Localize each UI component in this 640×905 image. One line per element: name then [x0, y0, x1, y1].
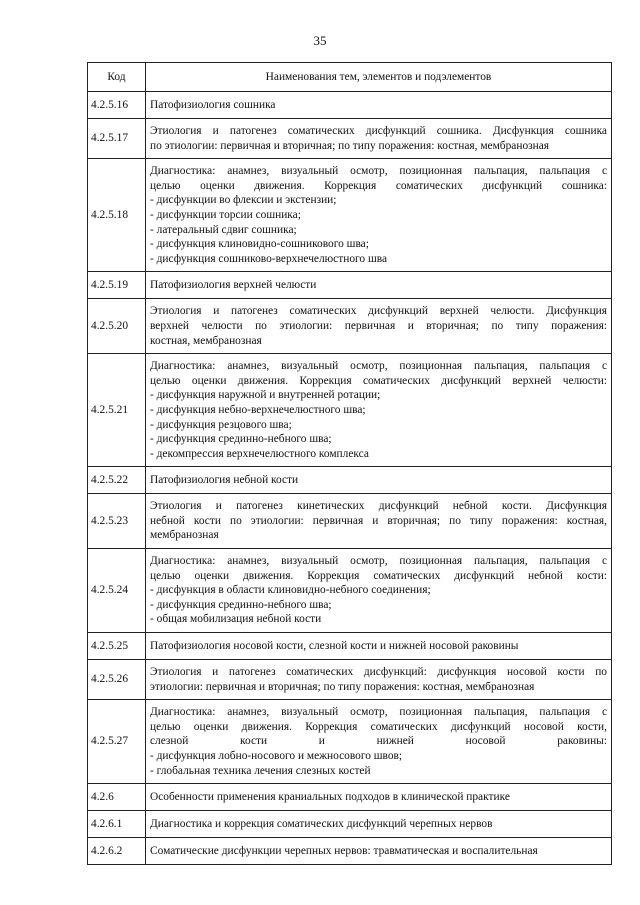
row-description: [146, 354, 612, 467]
row-code: 4.2.5.26: [88, 660, 146, 700]
list-item: - дисфункция резцового шва;: [150, 418, 292, 431]
text-line: целью оценки движения. Коррекция соматических дисфункций сошника:: [150, 179, 607, 192]
list-item: - дисфункция в области клиновидно-небного соединения;: [150, 584, 431, 597]
row-code: 4.2.5.25: [88, 633, 146, 660]
list-item: - дисфункция наружной и внутренней ротации;: [150, 389, 381, 402]
text-line: Этиология и патогенез кинетических дисфункций небной кости. Дисфункция: [150, 500, 607, 513]
text-line: Диагностика: анамнез, визуальный осмотр, позиционная пальпация, пальпация с: [150, 360, 607, 373]
table-row: [88, 467, 612, 494]
table-row: [88, 700, 612, 784]
text-line: целью оценки движения. Коррекция соматических дисфункций носовой кости,: [150, 720, 607, 733]
list-item: - дисфункция срединно-небного шва;: [150, 598, 332, 611]
row-description: [146, 272, 612, 299]
row-description: [146, 784, 612, 811]
text-line: Диагностика: анамнез, визуальный осмотр, позиционная пальпация, пальпация с: [150, 555, 607, 568]
text-line: целью оценки движения. Коррекция соматических дисфункций верхней челюсти:: [150, 374, 607, 387]
table-row: [88, 784, 612, 811]
text-line: костная, мембранозная: [150, 334, 262, 347]
row-code: 4.2.5.24: [88, 549, 146, 633]
page-number: 35: [313, 33, 327, 48]
row-code: 4.2.5.27: [88, 700, 146, 784]
text-line: Этиология и патогенез соматических дисфункций: дисфункция носовой кости по: [150, 666, 607, 679]
list-item: - дисфункция сошниково-верхнечелюстного шва: [150, 252, 387, 265]
text-line: небной кости по этиологии: первичная и вторичная; по типу поражения: костная,: [150, 514, 607, 527]
text-line: верхней челюсти по этиологии: первичная и вторичная; по типу поражения:: [150, 319, 607, 332]
list-item: - общая мобилизация небной кости: [150, 613, 322, 626]
row-description: [146, 299, 612, 354]
list-item: - дисфункция срединно-небного шва;: [150, 433, 332, 446]
list-item: - глобальная техника лечения слезных костей: [150, 764, 371, 777]
table-row: [88, 549, 612, 633]
text-line: Патофизиология носовой кости, слезной кости и нижней носовой раковины: [150, 639, 519, 652]
table-row: [88, 660, 612, 700]
text-line: Патофизиология верхней челюсти: [150, 279, 317, 292]
row-description: [146, 159, 612, 272]
row-description: [146, 811, 612, 838]
row-code: 4.2.5.18: [88, 159, 146, 272]
text-line: Соматические дисфункции черепных нервов: травматическая и воспалительная: [150, 844, 538, 857]
list-item: - декомпрессия верхнечелюстного комплекса: [150, 447, 369, 460]
row-description: [146, 494, 612, 549]
text-line: Диагностика: анамнез, визуальный осмотр, позиционная пальпация, пальпация с: [150, 165, 607, 178]
text-line: Диагностика и коррекция соматических дисфункций черепных нервов: [150, 817, 493, 830]
curriculum-table: [87, 62, 612, 865]
row-description: [146, 119, 612, 159]
row-code: 4.2.5.16: [88, 92, 146, 119]
list-item: - дисфункция лобно-носового и межносового швов;: [150, 750, 403, 762]
row-description: [146, 467, 612, 494]
table-row: [88, 299, 612, 354]
text-line: слезной кости и нижней носовой раковины:: [150, 735, 607, 748]
text-line: Патофизиология небной кости: [150, 473, 299, 486]
row-code: 4.2.5.20: [88, 299, 146, 354]
row-code: 4.2.5.19: [88, 272, 146, 299]
text-line: Особенности применения краниальных подходов в клинической практике: [150, 790, 510, 803]
table-row: [88, 159, 612, 272]
text-line: Этиология и патогенез соматических дисфункций верхней челюсти. Дисфункция: [150, 305, 607, 318]
table-row: [88, 838, 612, 865]
table-header-row: [88, 63, 612, 92]
list-item: - дисфункция клиновидно-сошникового шва;: [150, 238, 369, 251]
row-code: 4.2.6: [88, 784, 146, 811]
row-description: [146, 92, 612, 119]
text-line: целью оценки движения. Коррекция соматических дисфункций небной кости:: [150, 569, 607, 582]
table-row: [88, 494, 612, 549]
row-description: [146, 549, 612, 633]
list-item: - дисфункции во флексии и экстензии;: [150, 194, 337, 207]
row-description: [146, 633, 612, 660]
row-description: [146, 660, 612, 700]
table-row: [88, 119, 612, 159]
column-header-code: Код: [88, 63, 146, 92]
table-row: [88, 633, 612, 660]
table-row: [88, 354, 612, 467]
list-item: - латеральный сдвиг сошника;: [150, 223, 297, 236]
row-code: 4.2.5.23: [88, 494, 146, 549]
row-code: 4.2.6.1: [88, 811, 146, 838]
column-header-name: Наименования тем, элементов и подэлементов: [146, 63, 612, 92]
row-description: [146, 838, 612, 865]
text-line: этиологии: первичная и вторичная; по типу поражения: костная, мембранозная: [150, 680, 535, 693]
row-code: 4.2.5.21: [88, 354, 146, 467]
row-code: 4.2.6.2: [88, 838, 146, 865]
row-code: 4.2.5.17: [88, 119, 146, 159]
table-body: [88, 92, 612, 865]
list-item: - дисфункция небно-верхнечелюстного шва;: [150, 403, 366, 416]
text-line: мембранозная: [150, 529, 219, 542]
table-row: [88, 92, 612, 119]
row-description: [146, 700, 612, 784]
list-item: - дисфункции торсии сошника;: [150, 208, 301, 221]
table-row: [88, 811, 612, 838]
table-row: [88, 272, 612, 299]
text-line: Патофизиология сошника: [150, 98, 276, 111]
text-line: по этиологии: первичная и вторичная; по типу поражения: костная, мембранозная: [150, 139, 550, 152]
text-line: Диагностика: анамнез, визуальный осмотр, позиционная пальпация, пальпация с: [150, 706, 607, 719]
row-code: 4.2.5.22: [88, 467, 146, 494]
text-line: Этиология и патогенез соматических дисфункций сошника. Дисфункция сошника: [150, 125, 607, 137]
